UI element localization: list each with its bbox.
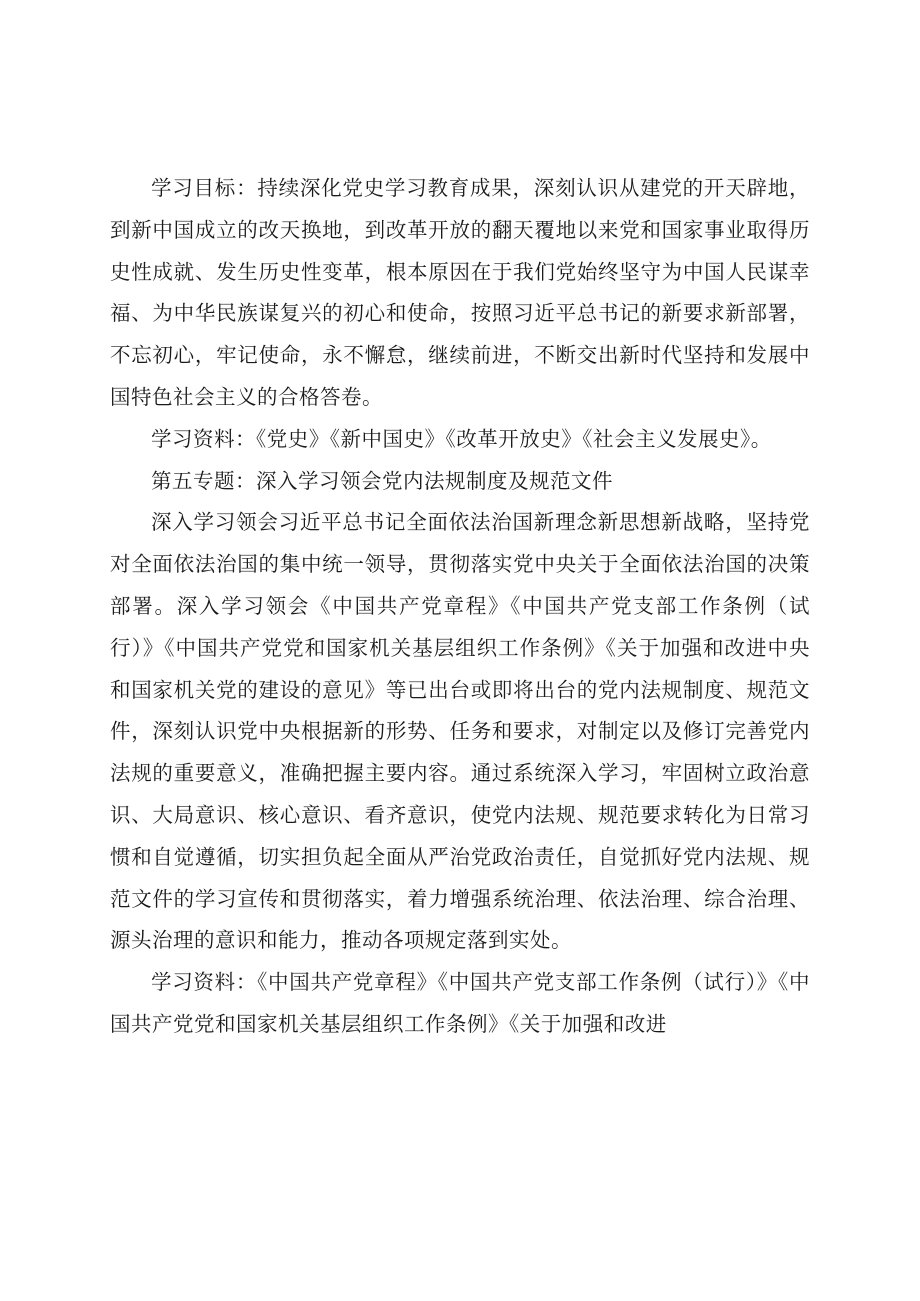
paragraph-study-materials-history: 学习资料：《党史》《新中国史》《改革开放史》《社会主义发展史》。 [151, 426, 772, 451]
paragraph-study-goal: 学习目标：持续深化党史学习教育成果，深刻认识从建党的开天辟地，到新中国成立的改天换地，到改革开放的翻天覆地以来党和国家事业取得历史性成就、发生历史性变革，根本原因在于我们党始终坚守为中国人民谋幸福、为中华民族谋复兴的初心和使命，按照习近平总书记的新要求新部署，不忘初心，牢记使命，永不懈怠，继续前进，不断交出新时代坚持和发展中国特色社会主义的合格答卷。 [110, 176, 810, 409]
paragraph-topic-five-body: 深入学习领会习近平总书记全面依法治国新理念新思想新战略，坚持党对全面依法治国的集中统一领导，贯彻落实党中央关于全面依法治国的决策部署。深入学习领会《中国共产党章程》《中国共产党支部工作条例（试行）》《中国共产党党和国家机关基层组织工作条例》《关于加强和改进中央和国家机关党的建设的意见》等已出台或即将出台的党内法规制度、规范文件，深刻认识党中央根据新的形势、任务和要求，对制定以及修订完善党内法规的重要意义，准确把握主要内容。通过系统深入学习，牢固树立政治意识、大局意识、核心意识、看齐意识，使党内法规、规范要求转化为日常习惯和自觉遵循，切实担负起全面从严治党政治责任，自觉抓好党内法规、规范文件的学习宣传和贯彻落实，着力增强系统治理、依法治理、综合治理、源头治理的意识和能力，推动各项规定落到实处。 [110, 510, 810, 953]
paragraph-study-materials-regulations: 学习资料：《中国共产党章程》《中国共产党支部工作条例（试行）》《中国共产党党和国家机关基层组织工作条例》《关于加强和改进 [110, 970, 810, 1036]
paragraph-topic-five-heading: 第五专题：深入学习领会党内法规制度及规范文件 [151, 468, 613, 493]
document-body [110, 168, 810, 1046]
